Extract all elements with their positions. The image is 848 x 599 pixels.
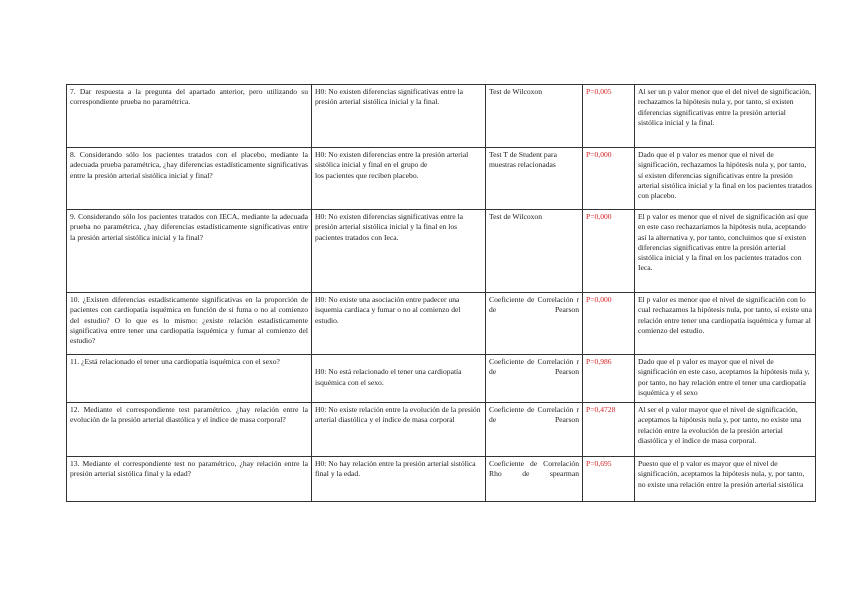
- p-value-cell: P=0,000: [583, 293, 635, 355]
- question-cell: 10. ¿Existen diferencias estadísticamente significativas en la proporción de pacientes con cardiopatía isquémica en función de si fuma o no al comienzo del estudio? O lo que es lo mismo: ¿existe relación estadísticamente significativa entre tener una cardiopatía isquémica y fumar al comienzo del estudio?: [67, 293, 312, 355]
- test-text: Coeficiente de Correlación Rho de spearman: [489, 459, 579, 479]
- question-cell: 7. Dar respuesta a la pregunta del apartado anterior, pero utilizando su correspondiente prueba no paramétrica.: [67, 85, 312, 148]
- conclusion-cell: Al ser el p valor mayor que el nivel de significación, aceptamos la hipótesis nula y, por tanto, no existe una relación entre la evolución de la presión arterial diastólica y el índice de masa corporal.: [635, 403, 816, 457]
- table-row: [67, 355, 816, 403]
- table-row: [67, 148, 816, 210]
- p-value-cell: P=0,986: [583, 355, 635, 403]
- test-cell: Test T de Student para muestras relacionadas: [486, 148, 583, 210]
- hypothesis-cell: [312, 148, 486, 210]
- p-value-cell: P=0,000: [583, 148, 635, 210]
- hypothesis-cell: H0: No hay relación entre la presión arterial sistólica final y la edad.: [312, 457, 486, 502]
- hypothesis-cell: H0: No existe una asociación entre padecer una isquemia cardiaca y fumar o no al comienzo del estudio.: [312, 293, 486, 355]
- p-value-cell: P=0,4728: [583, 403, 635, 457]
- question-cell: 13. Mediante el correspondiente test no paramétrico, ¿hay relación entre la presión arterial sistólica final y la edad?: [67, 457, 312, 502]
- hypothesis-text: H0: No está relacionado el tener una cardiopatía isquémica con el sexo.: [315, 367, 462, 387]
- hypothesis-cell: H0: No existen diferencias significativas entre la presión arterial sistólica inicial y la final.: [312, 85, 486, 148]
- question-cell: 8. Considerando sólo los pacientes tratados con el placebo, mediante la adecuada prueba paramétrica, ¿hay diferencias estadísticamente significativas entre la presión arterial sistólica inicial y final?: [67, 148, 312, 210]
- conclusion-cell: Al ser un p valor menor que el del nivel de significación, rechazamos la hipótesis nula y, por tanto, sí existen diferencias significativas entre la presión arterial sistólica inicial y la final.: [635, 85, 816, 148]
- hypothesis-cell: [312, 355, 486, 403]
- conclusion-cell: Puesto que el p valor es mayor que el nivel de significación, aceptamos la hipótesis nula, y, por tanto, no existe una relación entre la presión arterial sistólica: [635, 457, 816, 502]
- table-row: [67, 85, 816, 148]
- hypothesis-text: H0: No existen diferencias entre la presión arterial sistólica inicial y final en el grupo de los pacientes que reciben placebo.: [315, 150, 469, 180]
- table-row: [67, 457, 816, 502]
- test-cell: [486, 457, 583, 502]
- table-row: [67, 403, 816, 457]
- test-text: Coeficiente de Correlación r de Pearson: [489, 405, 579, 425]
- hypothesis-test-table: [66, 84, 816, 502]
- test-cell: Test de Wilcoxon: [486, 210, 583, 293]
- test-text: Coeficiente de Correlación r de Pearson: [489, 295, 579, 315]
- question-cell: 12. Mediante el correspondiente test paramétrico. ¿hay relación entre la evolución de la presión arterial diastólica y el índice de masa corporal?: [67, 403, 312, 457]
- conclusion-cell: El p valor es menor que el nivel de significación así que en este caso rechazaríamos la hipótesis nula, aceptando así la alternativa y, por tanto, concluimos que sí existen diferencias significativas entre la presión arterial sistólica inicial y la final en los pacientes tratados con Ieca.: [635, 210, 816, 293]
- question-cell: 11. ¿Está relacionado el tener una cardiopatía isquémica con el sexo?: [67, 355, 312, 403]
- p-value-cell: P=0,005: [583, 85, 635, 148]
- test-cell: [486, 403, 583, 457]
- question-cell: 9. Considerando sólo los pacientes tratados con IECA, mediante la adecuada prueba no paramétrica, ¿hay diferencias estadísticamente significativas entre la presión arterial sistólica inicial y la final?: [67, 210, 312, 293]
- table-row: [67, 210, 816, 293]
- hypothesis-cell: H0: No existen diferencias significativas entre la presión arterial sistólica inicial y la final en los pacientes tratados con Ieca.: [312, 210, 486, 293]
- p-value-cell: P=0,695: [583, 457, 635, 502]
- test-cell: Test de Wilcoxon: [486, 85, 583, 148]
- test-cell: [486, 355, 583, 403]
- p-value-cell: P=0,000: [583, 210, 635, 293]
- conclusion-cell: El p valor es menor que el nivel de significación con lo cual rechazamos la hipótesis nula, por tanto, sí existe una relación entre tener una cardiopatía isquémica y fumar al comienzo del estudio.: [635, 293, 816, 355]
- conclusion-cell: Dado que el p valor es mayor que el nivel de significación en este caso, aceptamos la hipótesis nula y, por tanto, no hay relación entre el tener una cardiopatía isquémica y el sexo: [635, 355, 816, 403]
- test-cell: [486, 293, 583, 355]
- hypothesis-cell: H0: No existe relación entre la evolución de la presión arterial diastólica y el índice de masa corporal: [312, 403, 486, 457]
- test-text: Coeficiente de Correlación r de Pearson: [489, 357, 579, 377]
- conclusion-cell: Dado que el p valor es menor que el nivel de significación, rechazamos la hipótesis nula y, por tanto, sí existen diferencias significativas entre la presión arterial sistólica inicial y la final en los pacientes tratados con placebo.: [635, 148, 816, 210]
- table-row: [67, 293, 816, 355]
